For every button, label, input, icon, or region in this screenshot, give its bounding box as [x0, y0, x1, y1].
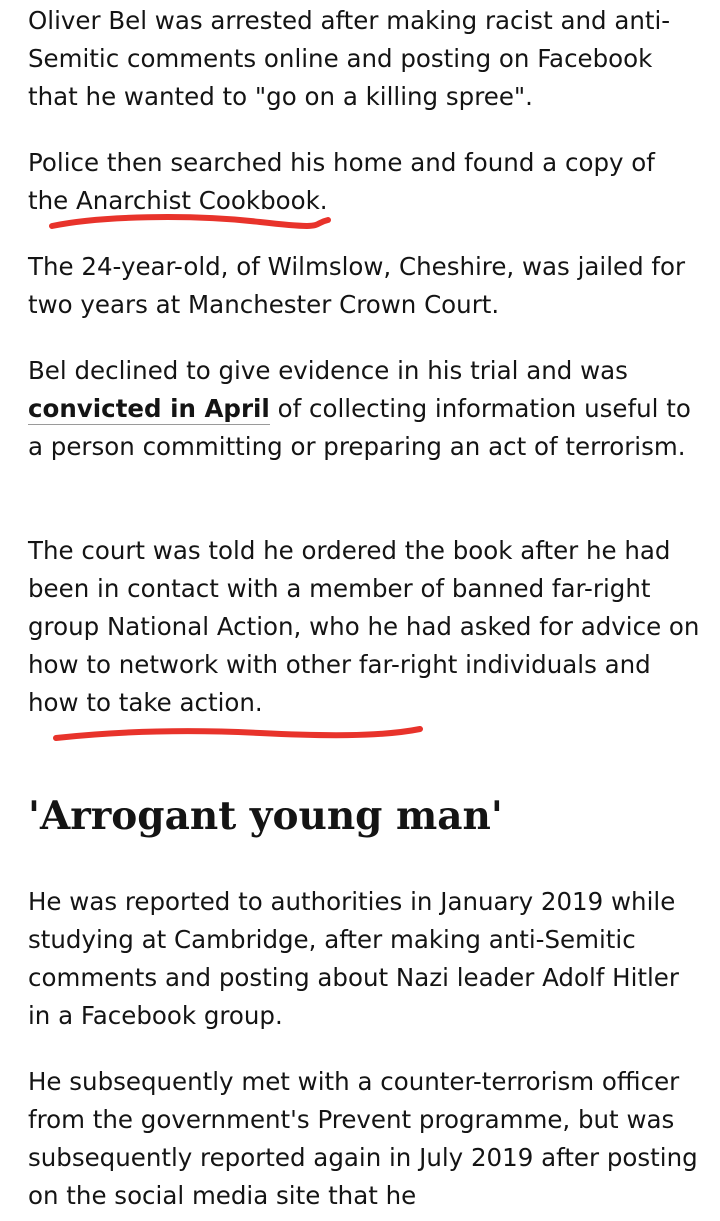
paragraph-search: Police then searched his home and found a copy of the Anarchist Cookbook.	[28, 148, 655, 215]
paragraph-arrest: Oliver Bel was arrested after making racist and anti-Semitic comments online and posting on Facebook that he wanted to "go on a killing spree".	[28, 6, 671, 111]
convicted-in-april-link[interactable]: convicted in April	[28, 394, 270, 423]
paragraph-sentence: The 24-year-old, of Wilmslow, Cheshire, was jailed for two years at Manchester Crown Court.	[28, 252, 686, 319]
paragraph-report-january: He was reported to authorities in January 2019 while studying at Cambridge, after making anti-Semitic comments and posting about Nazi leader Adolf Hitler in a Facebook group.	[28, 887, 679, 1030]
paragraph-conviction-start: Bel declined to give evidence in his trial and was	[28, 356, 628, 385]
paragraph-prevent: He subsequently met with a counter-terrorism officer from the government's Prevent programme, but was subsequently reported again in July 2019 after posting on the social media site that he	[28, 1067, 698, 1210]
section-heading: 'Arrogant young man'	[28, 793, 503, 839]
paragraph-conviction-end: of collecting information useful to a person committing or preparing an act of terrorism.	[28, 394, 691, 461]
paragraph-court: The court was told he ordered the book after he had been in contact with a member of banned far-right group National Action, who he had asked for advice on how to network with other far-right individuals and how to take action.	[28, 536, 700, 717]
paragraph-conviction	[28, 352, 700, 466]
red-underline-take-action	[56, 729, 420, 738]
